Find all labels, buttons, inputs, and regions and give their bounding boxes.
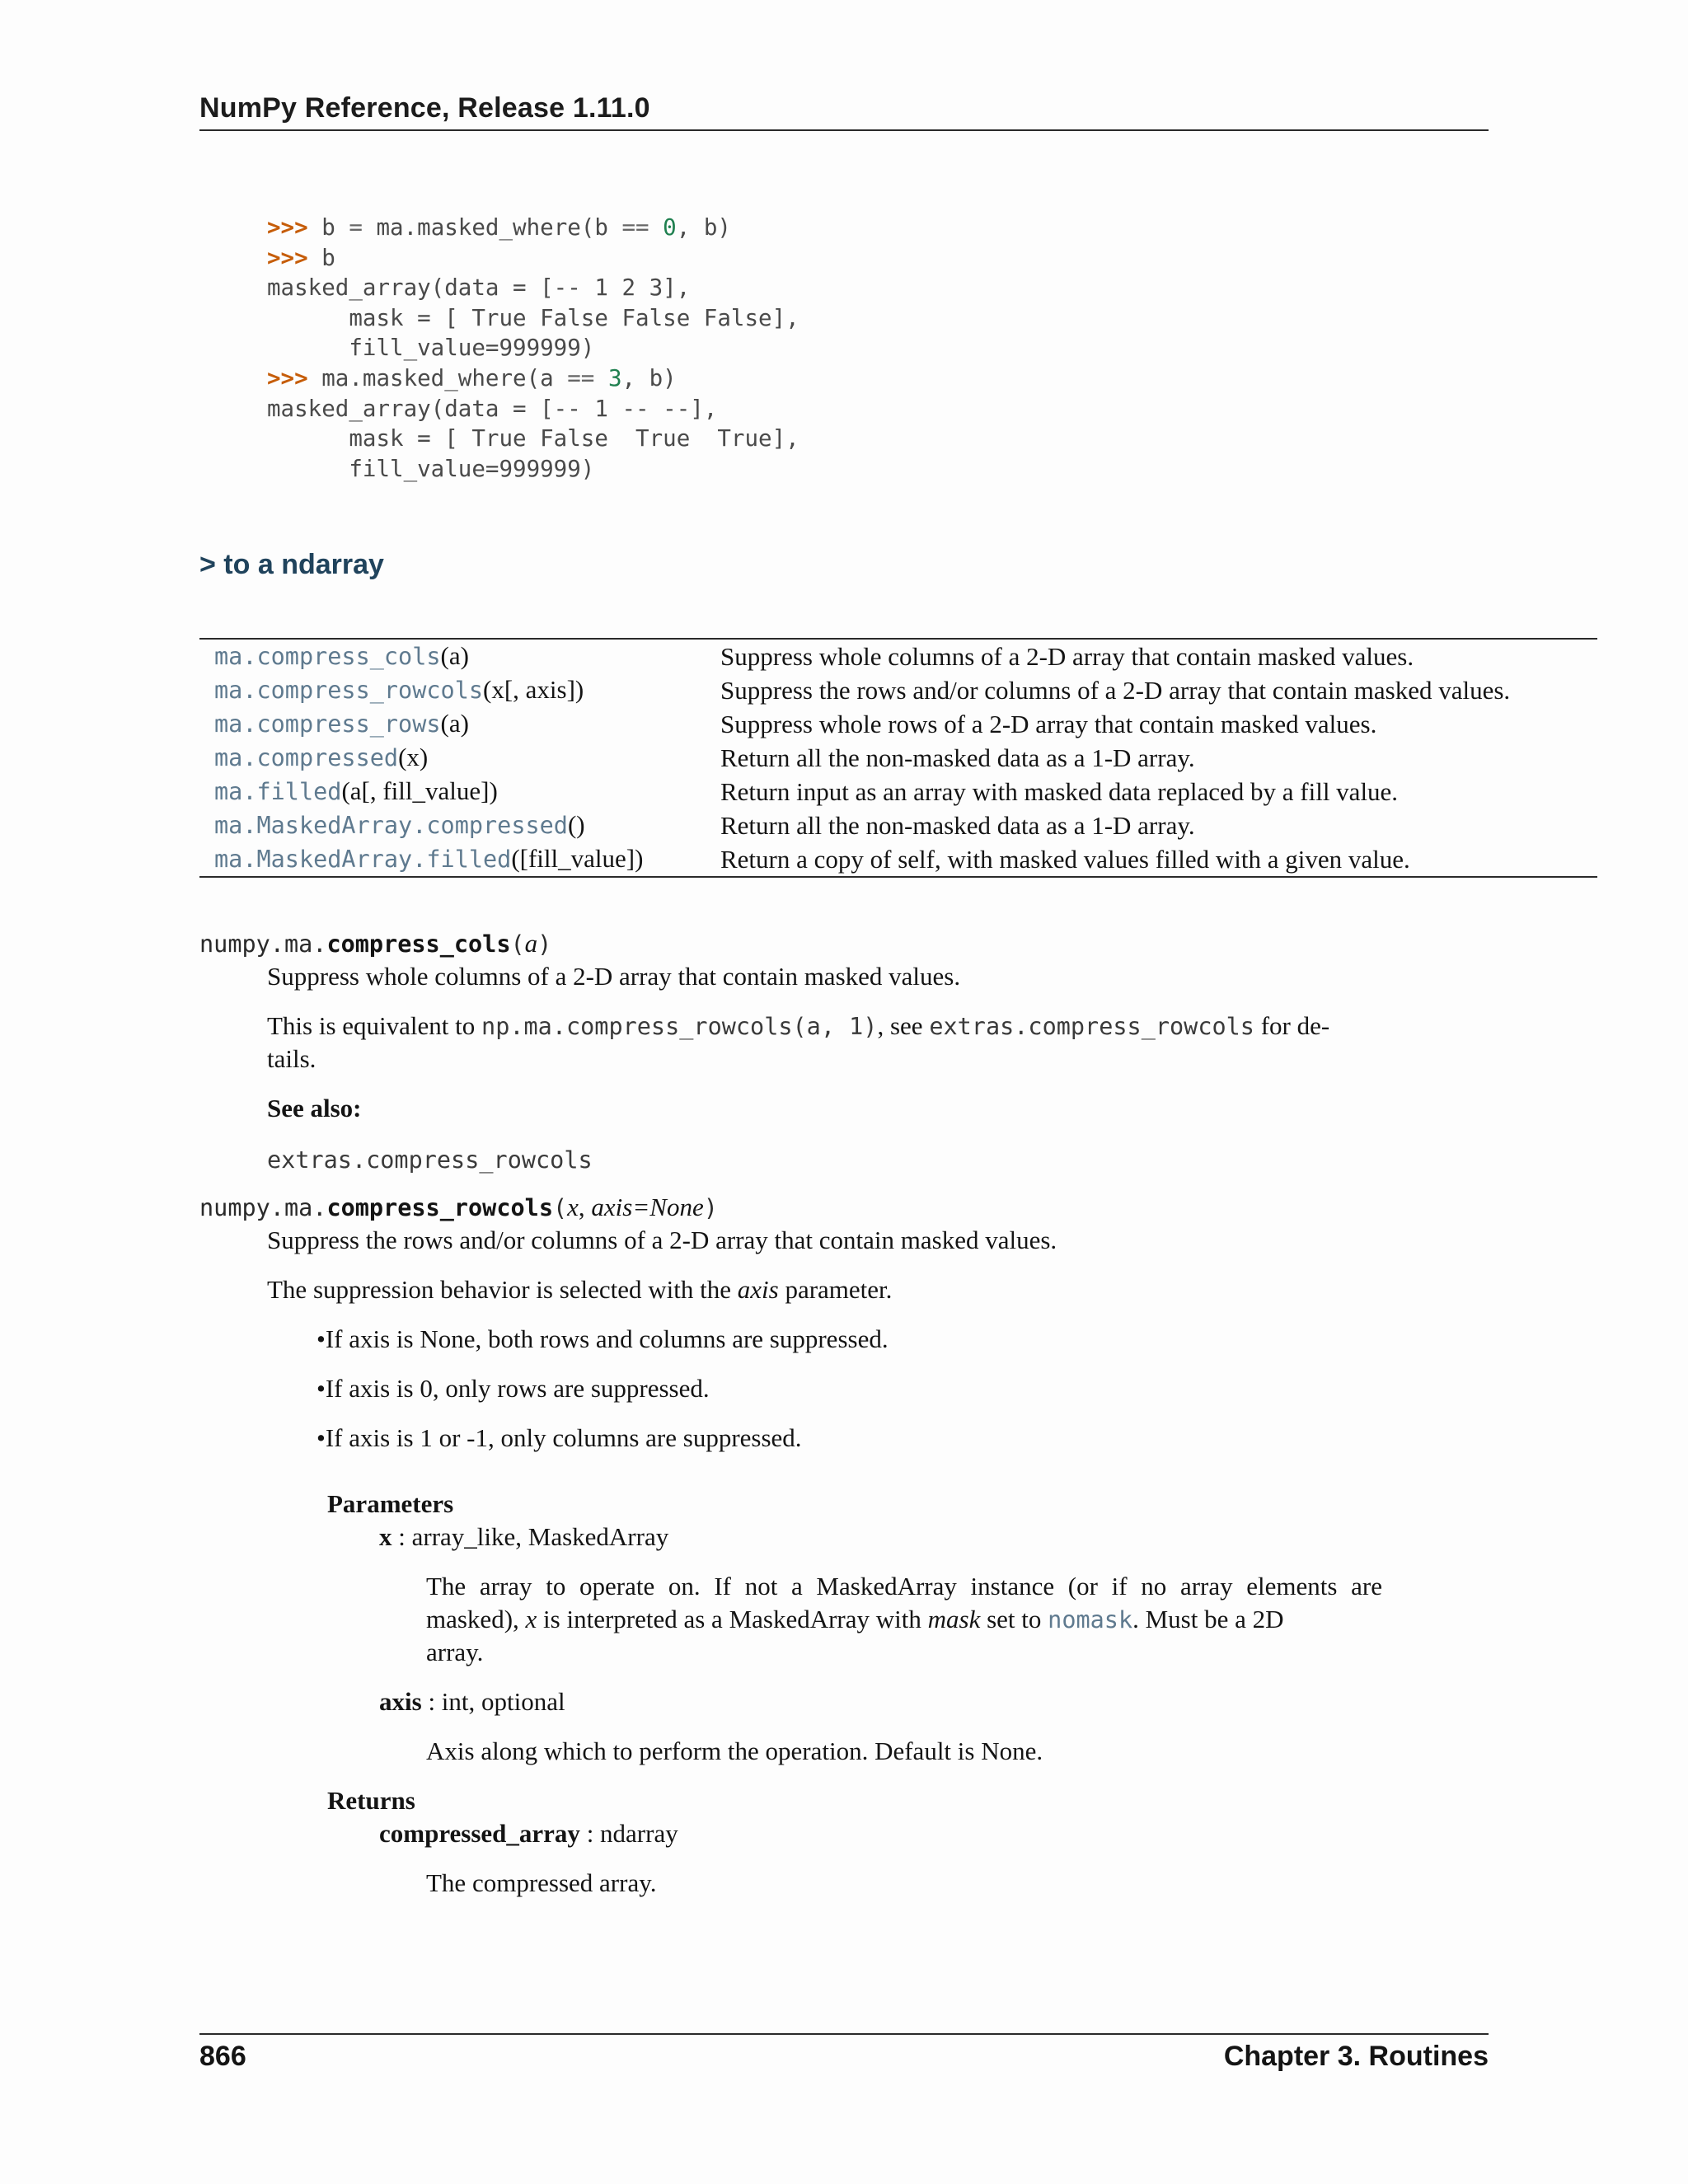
- function-signature-compress-rowcols: [199, 1193, 718, 1222]
- equiv-text-mid: , see: [877, 1011, 930, 1040]
- function-link[interactable]: ma.compressed: [214, 744, 399, 771]
- compress-rowcols-summary: Suppress the rows and/or columns of a 2-D array that contain masked values.: [267, 1226, 1057, 1254]
- return-entry: [379, 1817, 678, 1850]
- param-axis-entry: [379, 1685, 565, 1718]
- function-description: Return input as an array with masked data replaced by a fill value.: [720, 776, 1399, 806]
- param-axis-desc: Axis along which to perform the operation. Default is None.: [426, 1736, 1043, 1765]
- function-link[interactable]: ma.compress_rows: [214, 710, 441, 738]
- function-args: (a): [440, 709, 469, 738]
- function-link[interactable]: ma.MaskedArray.compressed: [214, 812, 568, 839]
- code-token: fill_value=999999): [267, 455, 595, 482]
- desc-em-mask: mask: [927, 1605, 981, 1633]
- table-row: [199, 808, 1597, 842]
- running-header-title: NumPy Reference, Release 1.11.0: [199, 92, 650, 124]
- see-also-ref: [267, 1143, 593, 1177]
- returns-label: Returns: [327, 1786, 415, 1815]
- function-link[interactable]: ma.compress_rowcols: [214, 677, 484, 704]
- table-row: [199, 842, 1597, 877]
- see-also-code: extras.compress_rowcols: [267, 1146, 593, 1174]
- footer-page-number: 866: [199, 2041, 246, 2072]
- param-a: a: [524, 929, 538, 958]
- function-args: ([fill_value]): [511, 844, 644, 873]
- bullet-item: •If axis is 0, only rows are suppressed.: [316, 1374, 710, 1403]
- desc-text: is interpreted as a MaskedArray with: [537, 1605, 928, 1633]
- param-axis-type: : int, optional: [421, 1687, 565, 1716]
- code-line: [267, 305, 799, 331]
- function-description: Suppress whole rows of a 2-D array that contain masked values.: [720, 709, 1377, 738]
- equiv-code-ref: extras.compress_rowcols: [929, 1013, 1254, 1040]
- code-token: , b): [676, 214, 731, 241]
- function-cell: [199, 741, 720, 775]
- behavior-text: The suppression behavior is selected with the: [267, 1275, 738, 1304]
- signature-prefix: numpy.ma.: [199, 1194, 327, 1221]
- equiv-code: np.ma.compress_rowcols(a, 1): [481, 1013, 878, 1040]
- paren-open: (: [552, 1194, 568, 1221]
- behavior-text-end: parameter.: [778, 1275, 893, 1304]
- function-args: (x[, axis]): [483, 675, 584, 704]
- see-also-label: See also:: [267, 1094, 362, 1122]
- function-args: (x): [398, 743, 429, 771]
- code-line: [267, 365, 677, 391]
- code-token: [649, 214, 663, 241]
- function-name: compress_cols: [326, 930, 511, 958]
- desc-text: set to: [980, 1605, 1048, 1633]
- function-cell: [199, 707, 720, 741]
- nomask-link[interactable]: nomask: [1048, 1606, 1133, 1633]
- param-x-desc-line2: [426, 1603, 1284, 1637]
- code-token: ==: [567, 364, 595, 391]
- desc-text: . Must be a 2D: [1132, 1605, 1284, 1633]
- function-cell: [199, 673, 720, 707]
- code-token: mask = [ True False False False],: [267, 304, 799, 331]
- param-x-type: : array_like, MaskedArray: [392, 1522, 669, 1551]
- code-token: [594, 365, 608, 391]
- function-cell: [199, 639, 720, 673]
- function-link[interactable]: ma.compress_cols: [214, 643, 441, 670]
- code-token: ma.masked_where(b: [362, 214, 622, 241]
- parameters-label: Parameters: [327, 1489, 454, 1518]
- param-axis: axis=None: [591, 1193, 704, 1221]
- code-token: b: [307, 244, 335, 271]
- function-link[interactable]: ma.filled: [214, 778, 342, 805]
- table-row: [199, 775, 1597, 808]
- paren-close: ): [537, 930, 552, 958]
- param-x-desc-line1: The array to operate on. If not a MaskedArray instance (or if no array elements are: [426, 1572, 1382, 1601]
- param-sep: ,: [578, 1193, 592, 1221]
- bullet-item: •If axis is 1 or -1, only columns are suppressed.: [316, 1423, 802, 1452]
- code-token: masked_array(data = [-- 1 -- --],: [267, 395, 718, 422]
- function-args: (a): [440, 641, 469, 670]
- footer-rule: [199, 2033, 1489, 2035]
- param-x: x: [567, 1193, 579, 1221]
- code-token: 3: [607, 364, 622, 391]
- section-heading: > to a ndarray: [199, 549, 384, 580]
- code-example: [267, 213, 799, 484]
- footer-chapter: Chapter 3. Routines: [1223, 2041, 1489, 2072]
- compress-rowcols-behavior: [267, 1273, 892, 1306]
- code-line: [267, 456, 594, 482]
- function-name: compress_rowcols: [326, 1194, 553, 1221]
- summary-table: [199, 638, 1597, 878]
- table-row: [199, 639, 1597, 673]
- function-description: Return all the non-masked data as a 1-D array.: [720, 810, 1195, 840]
- param-x-name: x: [379, 1522, 392, 1551]
- function-signature-compress-cols: [199, 929, 551, 958]
- code-token: , b): [621, 364, 677, 391]
- bullet-item: •If axis is None, both rows and columns are suppressed.: [316, 1324, 889, 1353]
- function-description: Return all the non-masked data as a 1-D array.: [720, 743, 1195, 772]
- function-args: (a[, fill_value]): [341, 776, 498, 805]
- code-token: =: [349, 214, 363, 241]
- function-description: Suppress the rows and/or columns of a 2-D array that contain masked values.: [720, 675, 1511, 705]
- code-line: [267, 335, 594, 361]
- behavior-em: axis: [737, 1275, 779, 1304]
- function-cell: [199, 842, 720, 877]
- desc-em-x: x: [525, 1605, 537, 1633]
- code-line: [267, 214, 731, 241]
- compress-cols-equivalence: [267, 1010, 1329, 1043]
- code-token: b: [307, 214, 349, 241]
- table-row: [199, 673, 1597, 707]
- function-cell: [199, 775, 720, 808]
- code-line: [267, 245, 335, 271]
- paren-open: (: [510, 930, 525, 958]
- return-type: : ndarray: [579, 1819, 678, 1848]
- code-prompt: >>>: [267, 214, 308, 241]
- code-token: ma.masked_where(a: [307, 364, 568, 391]
- equiv-text: This is equivalent to: [267, 1011, 482, 1040]
- code-prompt: >>>: [267, 364, 308, 391]
- return-desc: The compressed array.: [426, 1868, 657, 1897]
- param-x-desc-line3: array.: [426, 1638, 484, 1666]
- code-token: fill_value=999999): [267, 335, 595, 362]
- code-token: 0: [663, 214, 677, 241]
- param-x-entry: [379, 1521, 668, 1554]
- desc-text: masked),: [426, 1605, 526, 1633]
- table-row: [199, 741, 1597, 775]
- signature-prefix: numpy.ma.: [199, 930, 327, 958]
- code-token: masked_array(data = [-- 1 2 3],: [267, 274, 691, 302]
- function-cell: [199, 808, 720, 842]
- function-link[interactable]: ma.MaskedArray.filled: [214, 846, 512, 873]
- compress-cols-equivalence-cont: tails.: [267, 1044, 316, 1073]
- header-rule: [199, 129, 1489, 131]
- equiv-text-end: for de-: [1254, 1011, 1330, 1040]
- code-token: mask = [ True False True True],: [267, 425, 799, 452]
- function-args: (): [567, 810, 585, 839]
- table-row: [199, 707, 1597, 741]
- param-axis-name: axis: [379, 1687, 422, 1716]
- return-name: compressed_array: [379, 1819, 580, 1848]
- paren-close: ): [703, 1194, 718, 1221]
- code-line: [267, 274, 690, 301]
- compress-cols-summary: Suppress whole columns of a 2-D array that contain masked values.: [267, 962, 961, 991]
- code-token: ==: [621, 214, 649, 241]
- function-description: Suppress whole columns of a 2-D array that contain masked values.: [720, 641, 1414, 671]
- code-line: [267, 425, 799, 452]
- code-prompt: >>>: [267, 244, 308, 271]
- function-description: Return a copy of self, with masked values filled with a given value.: [720, 844, 1410, 874]
- code-line: [267, 396, 717, 422]
